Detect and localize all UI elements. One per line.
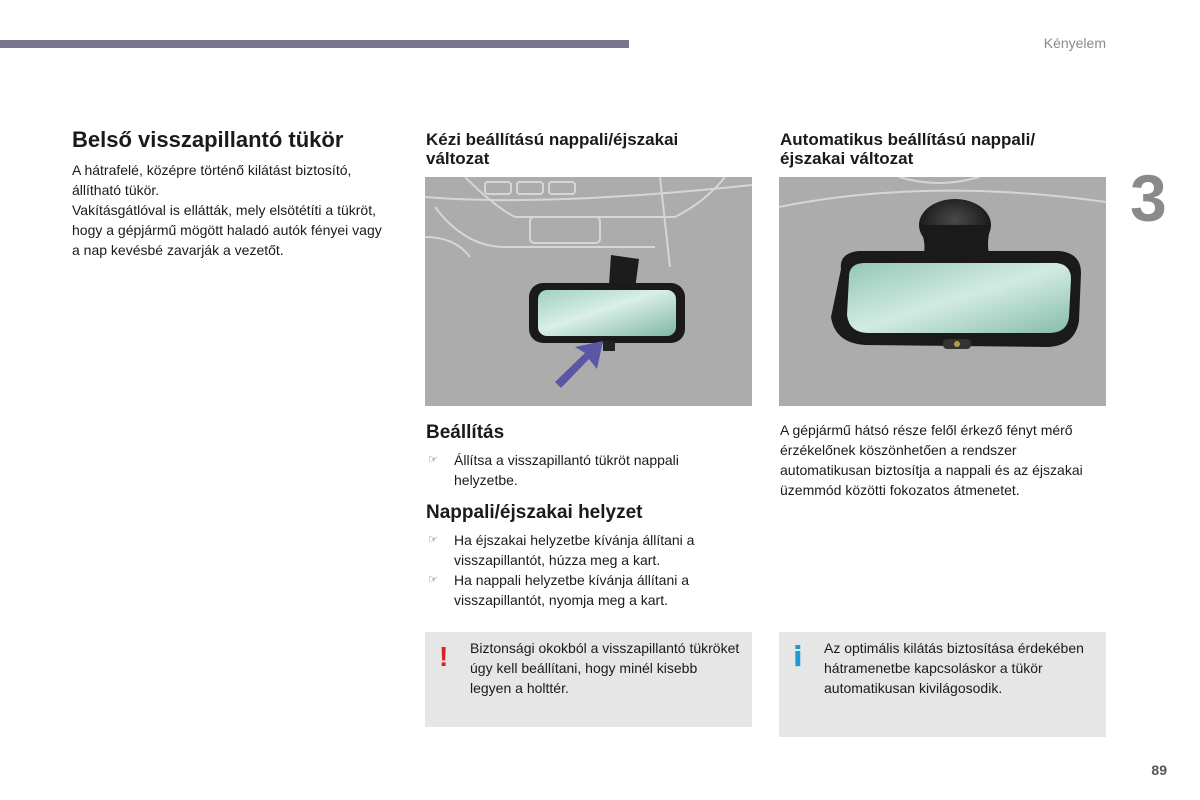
pointing-hand-icon: ☞ [428, 574, 438, 586]
header-bar [0, 40, 629, 48]
list-item: ☞ Állítsa a visszapillantó tükröt nappali helyzetbe. [428, 452, 679, 488]
manual-mirror-image [425, 177, 752, 406]
auto-description: A gépjármű hátsó része felől érkező fényt mérő érzékelőnek köszönhetően a rendszer automatikusan biztosítja a nappali és az éjszakai üzemmód közötti fokozatos átmenetet. [780, 422, 1083, 498]
info-text: Az optimális kilátás biztosítása érdekében hátramenetbe kapcsoláskor a tükör automatikusan kivilágosodik. [824, 640, 1084, 696]
list-item: ☞ Ha nappali helyzetbe kívánja állítani a visszapillantót, nyomja meg a kart. [428, 572, 690, 608]
list-item: ☞ Ha éjszakai helyzetbe kívánja állítani a visszapillantót, húzza meg a kart. [428, 532, 695, 568]
adjust-heading: Beállítás [426, 422, 505, 443]
info-icon: i [793, 640, 803, 673]
daynight-heading: Nappali/éjszakai helyzet [426, 502, 643, 523]
info-box [779, 632, 1106, 737]
chapter-name: Kényelem [1043, 35, 1106, 51]
warning-text: Biztonsági okokból a visszapillantó tükröket úgy kell beállítani, hogy minél kisebb legyen a holttér. [470, 640, 740, 696]
intro-text: A hátrafelé, középre történő kilátást biztosító, állítható tükör. Vakításgátlóval is ellátták, mely elsötétíti a tükröt, hogy a gépjármű mögött haladó autók fényei vagy a nap kevésbé zavarják a vezetőt. [72, 162, 382, 258]
auto-version-title: Automatikus beállítású nappali/ éjszakai változat [780, 130, 1036, 168]
pointing-hand-icon: ☞ [428, 454, 438, 466]
section-title: Belső visszapillantó tükör [72, 127, 344, 152]
warning-icon: ! [439, 641, 449, 672]
pointing-hand-icon: ☞ [428, 534, 438, 546]
page-number: 89 [1151, 762, 1167, 778]
safety-warning-box [425, 632, 752, 727]
adjust-list [426, 450, 726, 490]
manual-version-title: Kézi beállítású nappali/éjszakai változat [426, 130, 679, 168]
daynight-list [426, 530, 726, 610]
chapter-number: 3 [1130, 161, 1167, 235]
auto-mirror-image [779, 177, 1106, 406]
